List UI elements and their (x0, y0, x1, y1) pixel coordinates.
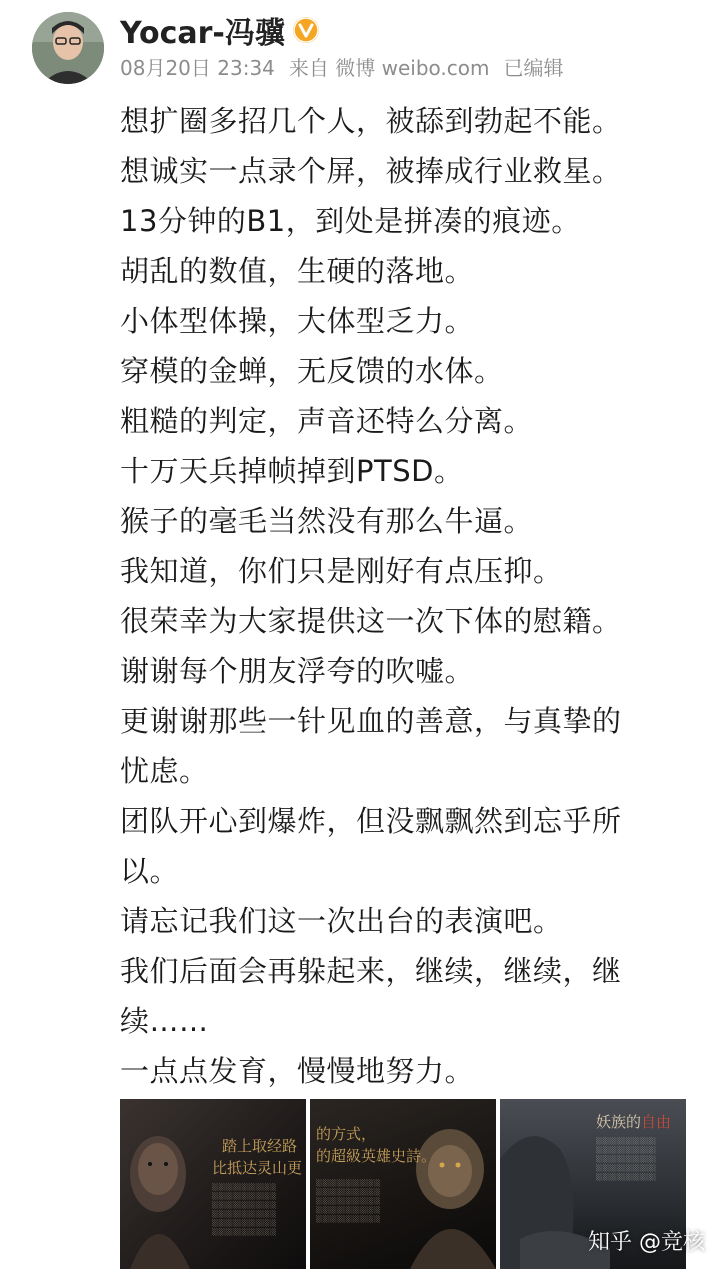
post-meta (120, 52, 574, 81)
post-body (120, 96, 690, 1096)
post-line: 13分钟的B1，到处是拼凑的痕迹。 (120, 204, 581, 238)
image-caption (596, 1111, 671, 1132)
post-date: 08月20日 23:34 (120, 56, 275, 80)
post-source[interactable]: 来自 微博 weibo.com (288, 56, 490, 80)
image-caption: 的方式， (316, 1125, 377, 1143)
gallery-image-1[interactable] (120, 1099, 306, 1269)
author-name[interactable]: Yocar-冯骥 (120, 16, 285, 51)
image-caption-part: 妖族的 (596, 1113, 642, 1131)
post-line: 忧虑。 (120, 754, 209, 788)
post-line: 很荣幸为大家提供这一次下体的慰籍。 (120, 604, 622, 638)
post-line: 粗糙的判定，声音还特么分离。 (120, 404, 534, 438)
edited-label[interactable]: 已编辑 (503, 56, 564, 80)
image-fine-print: ░░░░░░░░░░░░░ ░░░░░░░░░░░░░ ░░░░░░░░░░░░░ ░░░░░░░░░░░░░ ░░░░░░░░░░░░░ (596, 1138, 656, 1181)
post-line: 穿模的金蝉，无反馈的水体。 (120, 354, 504, 388)
post-line: 一点点发育，慢慢地努力。 (120, 1054, 475, 1088)
post-line: 更谢谢那些一针见血的善意，与真挚的 (120, 704, 622, 738)
post-line: 我知道，你们只是刚好有点压抑。 (120, 554, 563, 588)
zhihu-watermark: 知乎 @竞核 (588, 1230, 705, 1255)
post-line: 团队开心到爆炸，但没飘飘然到忘乎所 (120, 804, 622, 838)
post-line: 小体型体操，大体型乏力。 (120, 304, 475, 338)
post-line: 猴子的毫毛当然没有那么牛逼。 (120, 504, 534, 538)
avatar[interactable] (32, 12, 104, 84)
post-line: 请忘记我们这一次出台的表演吧。 (120, 904, 563, 938)
username[interactable] (120, 8, 319, 52)
post-header (0, 0, 720, 90)
post-line: 谢谢每个朋友浮夸的吹嘘。 (120, 654, 475, 688)
image-caption: 的超級英雄史詩。 (316, 1147, 437, 1165)
post-line: 我们后面会再躲起来，继续，继续，继 (120, 954, 622, 988)
gallery-image-2[interactable] (310, 1099, 496, 1269)
post-line: 胡乱的数值，生硬的落地。 (120, 254, 475, 288)
verified-badge-icon (293, 17, 319, 43)
image-caption-red: 自由 (641, 1113, 672, 1131)
post-line: 续…… (120, 1004, 209, 1038)
post-line: 想诚实一点录个屏，被捧成行业救星。 (120, 154, 622, 188)
image-caption: 踏上取经路 (222, 1137, 298, 1155)
post-line: 想扩圈多招几个人，被舔到勃起不能。 (120, 104, 622, 138)
image-fine-print: ░░░░░░░░░░░░░░ ░░░░░░░░░░░░░░ ░░░░░░░░░░░░░░ ░░░░░░░░░░░░░░ ░░░░░░░░░░░░░░ (316, 1180, 381, 1223)
post-line: 以。 (120, 854, 180, 888)
image-caption: 比抵达灵山更 (212, 1159, 303, 1177)
image-fine-print: ░░░░░░░░░░░░░░ ░░░░░░░░░░░░░░ ░░░░░░░░░░░░░░ ░░░░░░░░░░░░░░ ░░░░░░░░░░░░░░ ░░░░░░░░░░░░░░ (212, 1184, 277, 1236)
post-line: 十万天兵掉帧掉到PTSD。 (120, 454, 464, 488)
